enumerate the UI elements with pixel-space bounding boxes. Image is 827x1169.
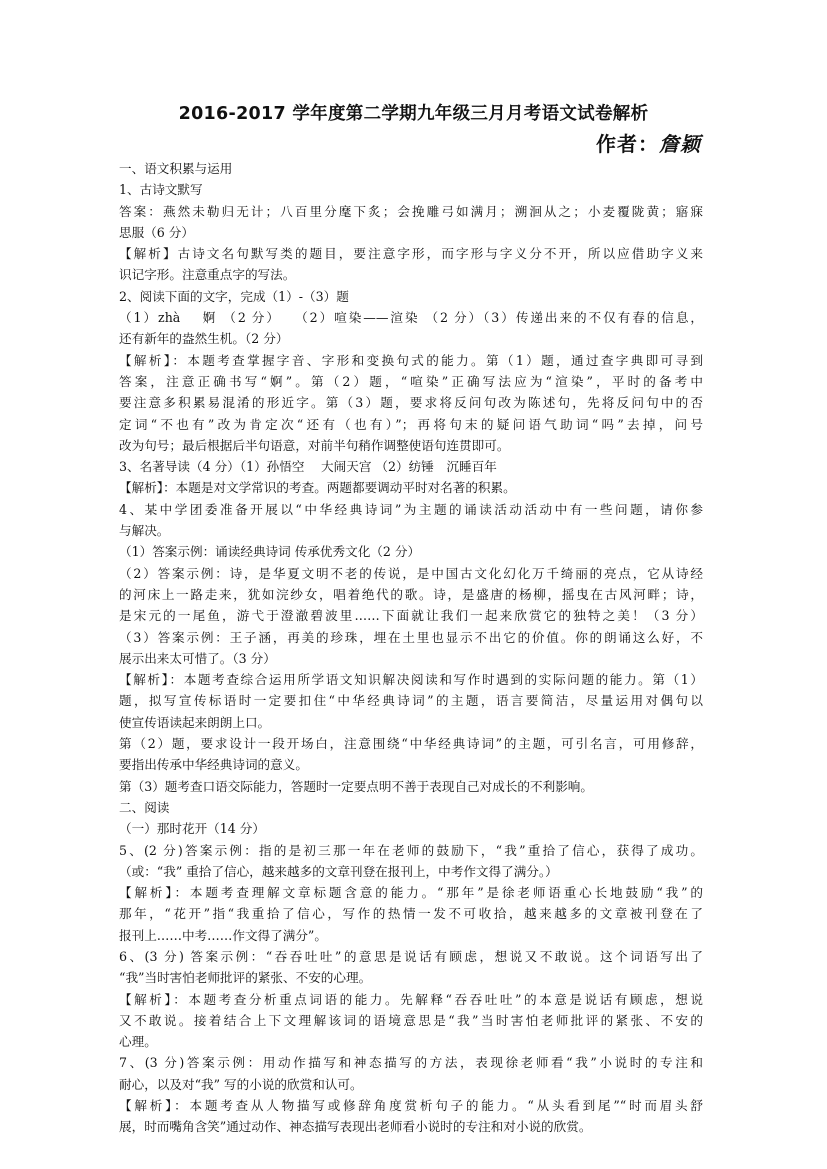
text-line: 展，时而嘴角含笑”通过动作、神态描写表现出老师看小说时的专注和对小说的欣赏。	[119, 1119, 592, 1135]
author-label: 作者：	[596, 132, 659, 156]
author-name: 詹颖	[659, 132, 701, 156]
text-line: 报刊上……中考……作文得了满分”。	[119, 927, 327, 943]
document-body	[119, 158, 703, 1138]
text-line: 心理。	[119, 1034, 157, 1050]
text-line: 是宋元的一尾鱼，游弋于澄澈碧波里……下面就让我们一起来欣赏它的独特之美！（3 分）	[119, 608, 703, 624]
text-line: （一）那时花开（14 分）	[119, 821, 265, 837]
text-line: 要注意多积累易混淆的形近字。第（3）题，要求将反问句改为陈述句，先将反问句中的否	[119, 395, 703, 411]
text-line: 3、名著导读（4 分）（1）孙悟空 大闹天宫 （2）纺锤 沉睡百年	[119, 459, 497, 475]
text-line: （2）答案示例：诗，是华夏文明不老的传说，是中国古文化幻化万千绮丽的亮点，它从诗经	[119, 565, 703, 581]
text-line: 【解析】：本题考查从人物描写或修辞角度赏析句子的能力。“从头看到尾”“时而眉头舒	[119, 1098, 703, 1114]
text-line: 二、阅读	[119, 799, 170, 815]
text-line: 展示出来太可惜了。（3 分）	[119, 650, 276, 666]
document-title: 2016-2017 学年度第二学期九年级三月月考语文试卷解析	[178, 104, 649, 124]
text-line: 识记字形。注意重点字的写法。	[119, 267, 296, 283]
text-line: 定词“不也有”改为肯定次“还有（也有）”；再将句末的疑问语气助词“吗”去掉，问号	[119, 416, 703, 432]
text-line: 【解析】：本题考查综合运用所学语文知识解决阅读和写作时遇到的实际问题的能力。第（1）	[119, 672, 703, 688]
text-line: 还有新年的盎然生机。（2 分）	[119, 331, 289, 347]
text-line: 那年，“花开”指“我重拾了信心，写作的热情一发不可收拾，越来越多的文章被刊登在了	[119, 906, 703, 922]
text-line: “我”当时害怕老师批评的紧张、不安的心理。	[119, 970, 372, 986]
text-line: 使宣传语读起来朗朗上口。	[119, 714, 271, 730]
text-line: （或：“我” 重拾了信心，越来越多的文章刊登在报刊上，中考作文得了满分。）	[119, 863, 558, 879]
text-line: 【解析】：本题是对文学常识的考查。两题都要调动平时对名著的积累。	[119, 480, 516, 496]
text-line: 4、某中学团委准备开展以“中华经典诗词”为主题的诵读活动活动中有一些问题，请你参	[119, 501, 703, 517]
text-line: （3）答案示例：王子涵，再美的珍珠，埋在土里也显示不出它的价值。你的朗诵这么好，不	[119, 629, 703, 645]
text-line: 【解析】：本题考查理解文章标题含意的能力。“那年”是徐老师语重心长地鼓励“我”的	[119, 885, 703, 901]
text-line: 6、(3 分) 答案示例：“吞吞吐吐”的意思是说话有顾虑，想说又不敢说。这个词语写出了	[119, 948, 703, 964]
text-line: 与解决。	[119, 523, 170, 539]
text-line: 【解析】古诗文名句默写类的题目，要注意字形，而字形与字义分不开，所以应借助字义来	[119, 246, 703, 262]
text-line: 答案：燕然未勒归无计；八百里分麾下炙；会挽雕弓如满月；溯洄从之；小麦覆陇黄；寤寐	[119, 203, 703, 219]
text-line: （1）答案示例：诵读经典诗词 传承优秀文化（2 分）	[119, 544, 421, 560]
text-line: 要指出传承中华经典诗词的意义。	[119, 757, 308, 773]
text-line: 5、(2 分)答案示例：指的是初三那一年在老师的鼓励下，“我”重拾了信心，获得了成功。	[119, 842, 703, 858]
text-line: 【解析】：本题考查分析重点词语的能力。先解释“吞吞吐吐”的本意是说话有顾虑，想说	[119, 991, 703, 1007]
text-line: 题，拟写宣传标语时一定要扣住“中华经典诗词”的主题，语言要简洁，尽量运用对偶句以	[119, 693, 703, 709]
text-line: 7、(3 分)答案示例：用动作描写和神态描写的方法，表现徐老师看“我”小说时的专注和	[119, 1055, 703, 1071]
text-line: 一、语文积累与运用	[119, 161, 233, 176]
text-line: 【解析】：本题考查掌握字音、字形和变换句式的能力。第（1）题，通过查字典即可寻到	[119, 352, 703, 368]
text-line: 改为句号；最后根据后半句语意，对前半句稍作调整使语句连贯即可。	[119, 437, 510, 453]
text-line: 的河床上一路走来，犹如浣纱女，唱着绝代的歌。诗，是盛唐的杨柳，摇曳在古风河畔；诗，	[119, 586, 703, 602]
text-line: 1、古诗文默写	[119, 182, 203, 198]
text-line: 第（3）题考查口语交际能力，答题时一定要点明不善于表现自己对成长的不利影响。	[119, 778, 593, 794]
text-line: 答案，注意正确书写“婀”。第（2）题，“喧染”正确写法应为“渲染”，平时的备考中	[119, 373, 703, 389]
text-line: 第（2）题，要求设计一段开场白，注意围绕“中华经典诗词”的主题，可引名言，可用修辞，	[119, 736, 703, 752]
text-line: 耐心，以及对“我” 写的小说的欣赏和认可。	[119, 1076, 363, 1092]
text-line: 又不敢说。接着结合上下文理解该词的语境意思是“我”当时害怕老师批评的紧张、不安的	[119, 1012, 703, 1028]
author-line	[596, 128, 701, 157]
text-line: 思服（6 分）	[119, 224, 194, 240]
text-line: （1）zhà 婀 （2 分） （2）喧染——渲染 （2 分）（3）传递出来的不仅有春的信息，	[119, 310, 703, 326]
text-line: 2、阅读下面的文字，完成（1）-（3）题	[119, 288, 349, 304]
